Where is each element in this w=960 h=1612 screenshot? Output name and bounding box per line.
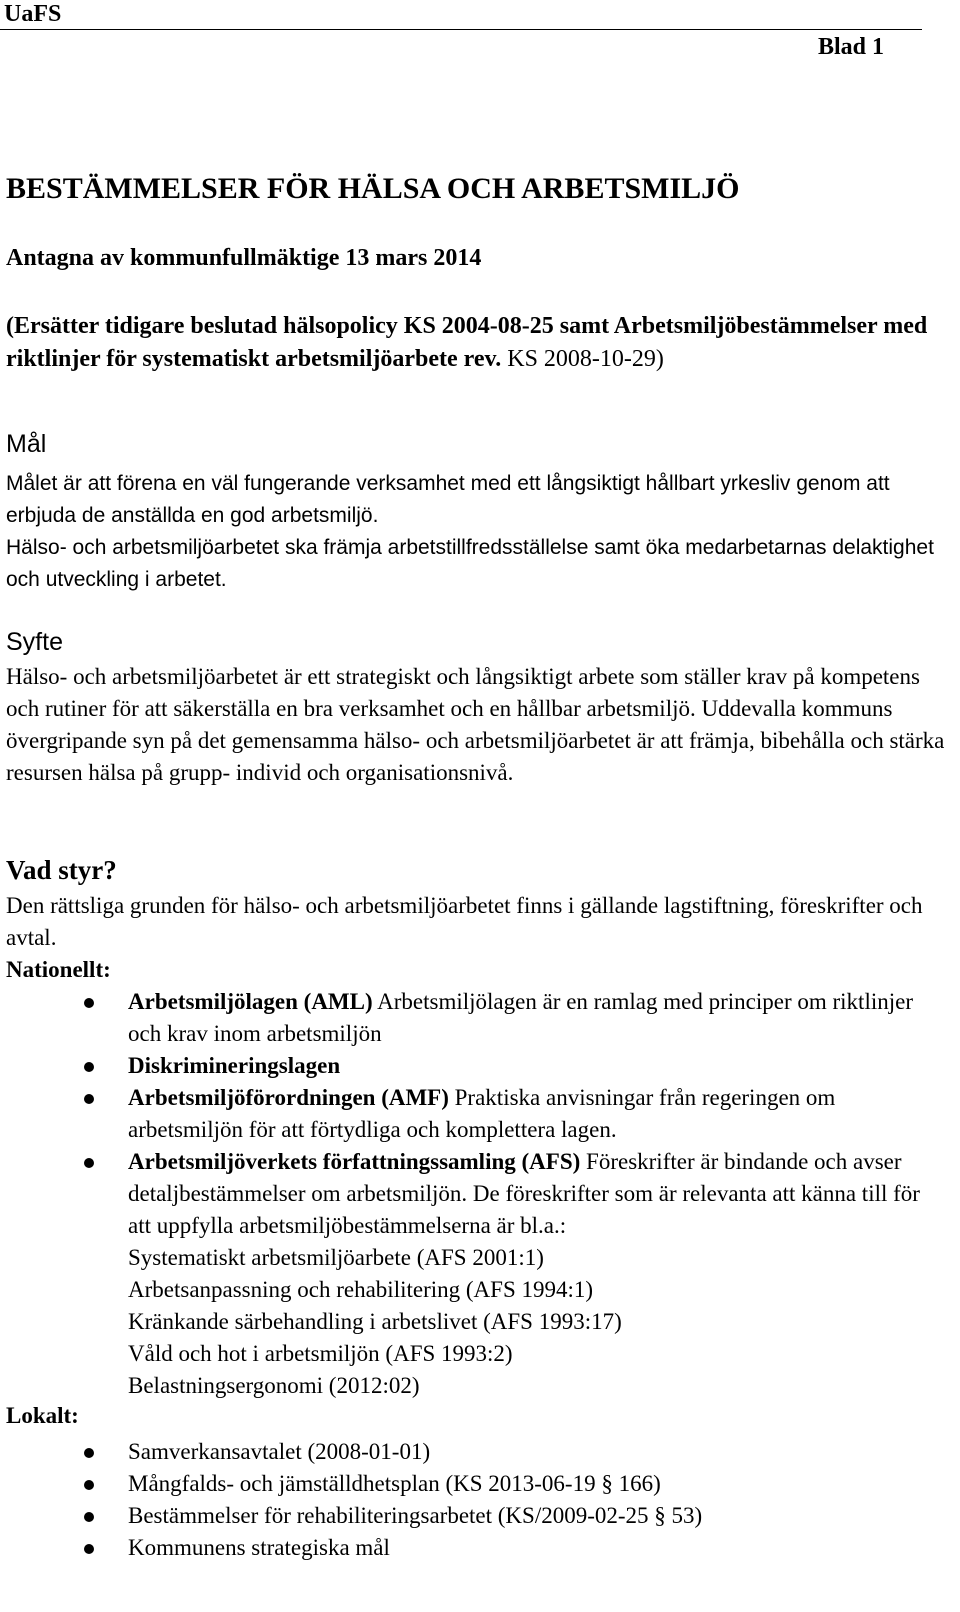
label-nationellt: Nationellt: (6, 957, 111, 982)
item-text: Bestämmelser för rehabiliteringsarbetet (KS/2009-02-25 § 53) (128, 1503, 703, 1528)
list-item (0, 1532, 940, 1564)
heading-syfte: Syfte (6, 628, 63, 656)
document-title: BESTÄMMELSER FÖR HÄLSA OCH ARBETSMILJÖ (6, 172, 740, 205)
afs-item: Kränkande särbehandling i arbetslivet (AFS 1993:17) (128, 1309, 622, 1334)
item-bold: Arbetsmiljölagen (AML) (128, 989, 373, 1014)
adoption-note: Antagna av kommunfullmäktige 13 mars 2014 (6, 245, 482, 271)
item-text: Föreskrifter är bindande och avser detaljbestämmelser om arbetsmiljön. De föreskrifter som är relevanta att känna till för att uppfylla arbetsmiljöbestämmelserna är bl.a.: (128, 1149, 920, 1238)
list-item (0, 1468, 940, 1500)
bullet-icon (84, 998, 94, 1008)
replaces-normal: KS 2008-10-29) (507, 346, 664, 372)
afs-item: Våld och hot i arbetsmiljön (AFS 1993:2) (128, 1341, 513, 1366)
list-item (0, 1050, 940, 1082)
item-text: Mångfalds- och jämställdhetsplan (KS 2013-06-19 § 166) (128, 1471, 661, 1496)
item-bold: Arbetsmiljöförordningen (AMF) (128, 1085, 449, 1110)
lokalt-list (0, 1436, 940, 1564)
item-text: Samverkansavtalet (2008-01-01) (128, 1439, 431, 1464)
replaces-note (6, 310, 946, 376)
header-organization: UaFS (0, 0, 922, 30)
nationellt-list (0, 986, 940, 1402)
bullet-icon (84, 1158, 94, 1168)
afs-item: Belastningsergonomi (2012:02) (128, 1373, 420, 1398)
list-item (0, 1146, 940, 1402)
bullet-icon (84, 1512, 94, 1522)
afs-item: Systematiskt arbetsmiljöarbete (AFS 2001:1) (128, 1245, 544, 1270)
label-lokalt: Lokalt: (6, 1403, 79, 1428)
bullet-icon (84, 1544, 94, 1554)
list-item (0, 1500, 940, 1532)
vad-styr-paragraph: Den rättsliga grunden för hälso- och arbetsmiljöarbetet finns i gällande lagstiftning, föreskrifter och avtal. (6, 893, 923, 950)
item-text: Kommunens strategiska mål (128, 1535, 390, 1560)
replaces-bold: (Ersätter tidigare beslutad hälsopolicy KS 2004-08-25 samt Arbetsmiljöbestämmelser med riktlinjer för systematiskt arbetsmiljöarbete rev. (6, 313, 928, 372)
item-bold: Arbetsmiljöverkets författningssamling (AFS) (128, 1149, 581, 1174)
heading-vad-styr: Vad styr? (6, 855, 117, 885)
bullet-icon (84, 1480, 94, 1490)
mal-paragraph-1: Målet är att förena en väl fungerande verksamhet med ett långsiktigt hållbart yrkesliv genom att erbjuda de anställda en god arbetsmiljö. (6, 472, 890, 527)
list-item (0, 1082, 940, 1146)
heading-mal: Mål (6, 430, 47, 458)
list-item (0, 986, 940, 1050)
mal-paragraph-2: Hälso- och arbetsmiljöarbetet ska främja arbetstillfredsställelse samt öka medarbetarnas delaktighet och utveckling i arbetet. (6, 536, 934, 591)
bullet-icon (84, 1448, 94, 1458)
bullet-icon (84, 1062, 94, 1072)
list-item (0, 1436, 940, 1468)
page-label: Blad 1 (818, 34, 885, 60)
afs-item: Arbetsanpassning och rehabilitering (AFS 1994:1) (128, 1277, 594, 1302)
item-text: Praktiska anvisningar från regeringen om arbetsmiljön för att förtydliga och komplettera lagen. (128, 1085, 836, 1142)
item-text: Arbetsmiljölagen är en ramlag med principer om riktlinjer och krav inom arbetsmiljön (128, 989, 913, 1046)
bullet-icon (84, 1094, 94, 1104)
syfte-paragraph: Hälso- och arbetsmiljöarbetet är ett strategiskt och långsiktigt arbete som ställer krav på kompetens och rutiner för att säkerställa en bra verksamhet och en hållbar arbetsmiljö. Uddevalla kommuns övergripande syn på det gemensamma hälso- och arbetsmiljöarbetet är att främja, bibehålla och stärka resursen hälsa på grupp- individ och organisationsnivå. (6, 664, 945, 785)
item-bold: Diskrimineringslagen (128, 1053, 341, 1078)
